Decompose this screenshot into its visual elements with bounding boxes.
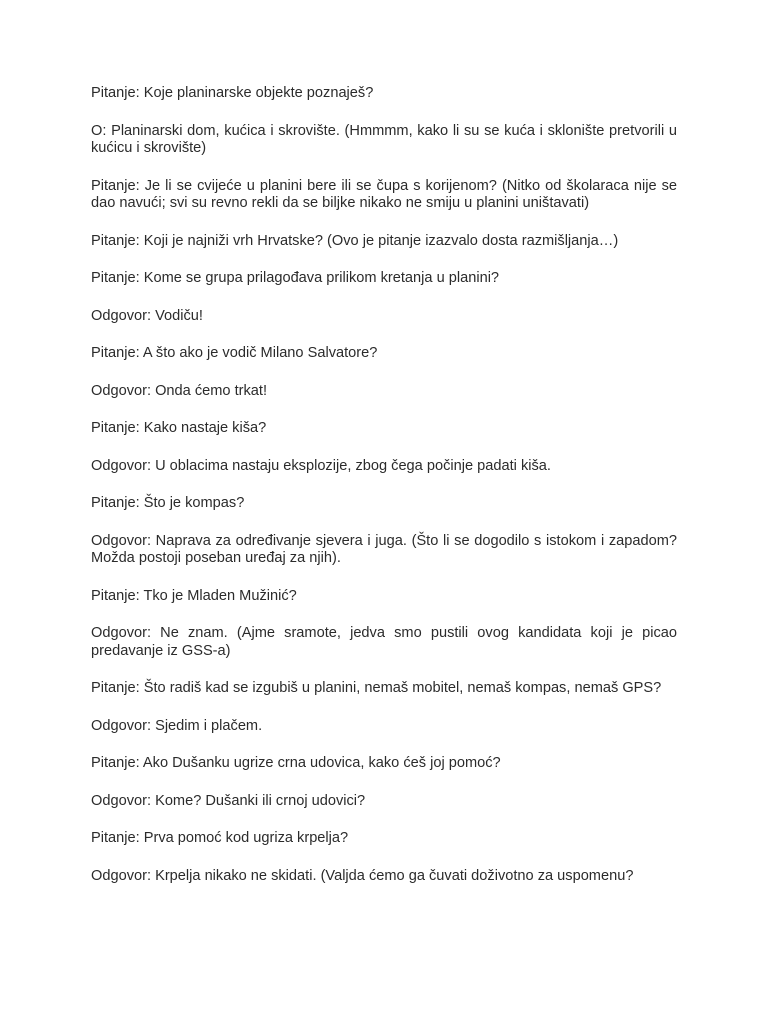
paragraph-answer: O: Planinarski dom, kućica i skrovište. (Hmmmm, kako li su se kuća i sklonište pretvorili u kućicu i skrovište) <box>91 122 677 156</box>
paragraph-question: Pitanje: Kome se grupa prilagođava prilikom kretanja u planini? <box>91 270 500 286</box>
paragraph-question: Pitanje: Što radiš kad se izgubiš u planini, nemaš mobitel, nemaš kompas, nemaš GPS? <box>91 680 662 696</box>
paragraph-answer: Odgovor: Sjedim i plačem. <box>91 717 263 734</box>
paragraph-question: Pitanje: Ako Dušanku ugrize crna udovica, kako ćeš joj pomoć? <box>91 755 501 771</box>
paragraph-question: Pitanje: Prva pomoć kod ugriza krpelja? <box>91 830 349 846</box>
paragraph-question: Pitanje: Je li se cvijeće u planini bere ili se čupa s korijenom? (Nitko od školaraca nije se dao navući; svi su revno rekli da se biljke nikako ne smiju u planini uništavati) <box>91 177 677 211</box>
paragraph-answer: Odgovor: Kome? Dušanki ili crnoj udovici? <box>91 792 366 809</box>
document-body <box>91 85 677 905</box>
paragraph-question: Pitanje: Kako nastaje kiša? <box>91 420 267 436</box>
paragraph-question: Pitanje: Koji je najniži vrh Hrvatske? (Ovo je pitanje izazvalo dosta razmišljanja…) <box>91 232 619 249</box>
paragraph-answer: Odgovor: Naprava za određivanje sjevera i juga. (Što li se dogodilo s istokom i zapadom? Možda postoji poseban uređaj za njih). <box>91 532 677 566</box>
paragraph-question: Pitanje: Što je kompas? <box>91 495 245 511</box>
paragraph-answer: Odgovor: Ne znam. (Ajme sramote, jedva smo pustili ovog kandidata koji je picao predavanje iz GSS-a) <box>91 625 677 659</box>
paragraph-answer: Odgovor: Vodiču! <box>91 307 203 324</box>
paragraph-answer: Odgovor: U oblacima nastaju eksplozije, zbog čega počinje padati kiša. <box>91 457 551 474</box>
paragraph-answer: Odgovor: Krpelja nikako ne skidati. (Valjda ćemo ga čuvati doživotno za uspomenu? <box>91 867 634 884</box>
paragraph-question: Pitanje: Tko je Mladen Mužinić? <box>91 587 297 604</box>
paragraph-question: Pitanje: A što ako je vodič Milano Salvatore? <box>91 345 378 361</box>
paragraph-answer: Odgovor: Onda ćemo trkat! <box>91 382 268 399</box>
paragraph-question: Pitanje: Koje planinarske objekte poznaješ? <box>91 85 374 101</box>
